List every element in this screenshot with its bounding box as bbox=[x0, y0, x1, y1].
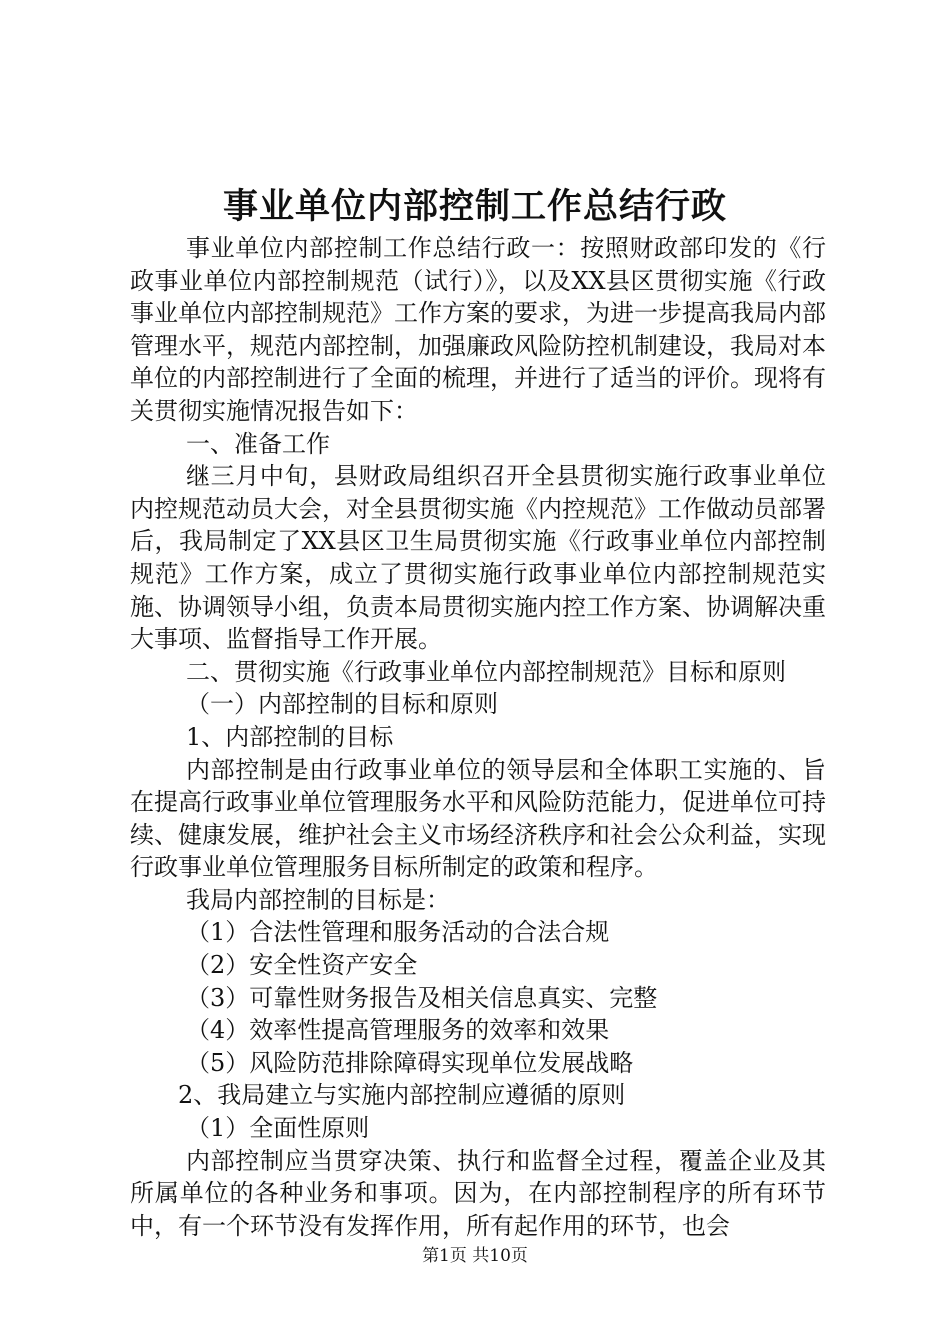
heading-section-one: （一）内部控制的目标和原则 bbox=[186, 690, 498, 719]
paragraph-our-objectives: 我局内部控制的目标是： bbox=[186, 885, 450, 914]
document-body bbox=[130, 232, 826, 1242]
paragraph-intro: 事业单位内部控制工作总结行政一：按照财政部印发的《行政事业单位内部控制规范（试行）》，以及XX县区贯彻实施《行政事业单位内部控制规范》工作方案的要求，为进一步提高我局内部管理水平，规范内部控制，加强廉政风险防控机制建设，我局对本单位的内部控制进行了全面的梳理，并进行了适当的评价。现将有关贯彻实施情况报告如下： bbox=[130, 234, 826, 425]
paragraph-definition: 内部控制是由行政事业单位的领导层和全体职工实施的、旨在提高行政事业单位管理服务水平和风险防范能力，促进单位可持续、健康发展，维护社会主义市场经济秩序和社会公众利益，实现行政事业单位管理服务目标所制定的政策和程序。 bbox=[130, 755, 826, 882]
heading-principles: 2、我局建立与实施内部控制应遵循的原则 bbox=[178, 1081, 626, 1110]
document-title: 事业单位内部控制工作总结行政 bbox=[222, 186, 727, 227]
page-footer: 第1页 共10页 bbox=[422, 1246, 528, 1266]
paragraph-preparation: 继三月中旬，县财政局组织召开全县贯彻实施行政事业单位内控规范动员大会，对全县贯彻实施《内控规范》工作做动员部署后，我局制定了XX县区卫生局贯彻实施《行政事业单位内部控制规范》工作方案，成立了贯彻实施行政事业单位内部控制规范实施、协调领导小组，负责本局贯彻实施内控工作方案、协调解决重大事项、监督指导工作开展。 bbox=[130, 462, 826, 654]
heading-preparation: 一、准备工作 bbox=[186, 429, 330, 458]
list-item-objective-5: （5）风险防范排除障碍实现单位发展战略 bbox=[186, 1048, 634, 1077]
list-item-principle-1: （1）全面性原则 bbox=[186, 1114, 370, 1143]
heading-control-objectives: 1、内部控制的目标 bbox=[186, 722, 394, 751]
list-item-objective-3: （3）可靠性财务报告及相关信息真实、完整 bbox=[186, 983, 658, 1012]
paragraph-comprehensiveness: 内部控制应当贯穿决策、执行和监督全过程，覆盖企业及其所属单位的各种业务和事项。因为，在内部控制程序的所有环节中，有一个环节没有发挥作用，所有起作用的环节，也会 bbox=[130, 1146, 826, 1240]
list-item-objective-1: （1）合法性管理和服务活动的合法合规 bbox=[186, 918, 610, 947]
list-item-objective-4: （4）效率性提高管理服务的效率和效果 bbox=[186, 1016, 610, 1045]
heading-objectives-principles: 二、贯彻实施《行政事业单位内部控制规范》目标和原则 bbox=[186, 657, 786, 686]
list-item-objective-2: （2）安全性资产安全 bbox=[186, 951, 418, 980]
